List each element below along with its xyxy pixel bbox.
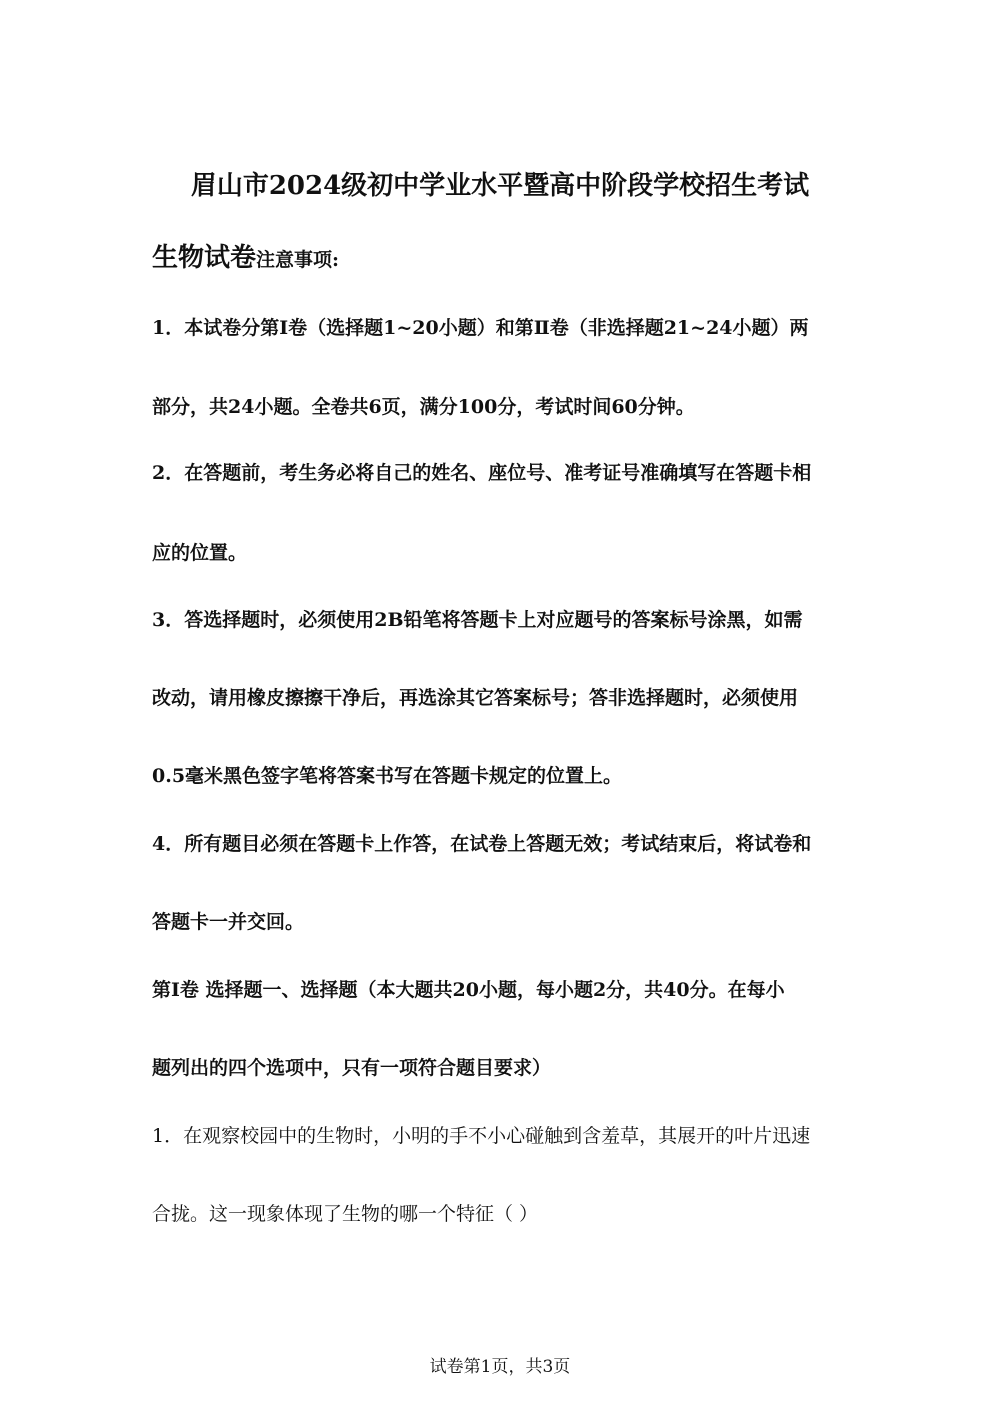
subject-title: 生物试卷 — [152, 243, 257, 273]
note-line: 1．本试卷分第Ⅰ卷（选择题1~20小题）和第Ⅱ卷（非选择题21~24小题）两 — [152, 317, 809, 339]
note-line: 答题卡一并交回。 — [152, 911, 305, 933]
note-line: 改动，请用橡皮擦擦干净后，再选涂其它答案标号；答非选择题时，必须使用 — [152, 687, 799, 709]
note-line: 2．在答题前，考生务必将自己的姓名、座位号、准考证号准确填写在答题卡相 — [152, 462, 812, 484]
question-text-line: 合拢。这一现象体现了生物的哪一个特征（ ） — [152, 1203, 539, 1225]
note-line: 部分，共24小题。全卷共6页，满分100分，考试时间60分钟。 — [152, 396, 695, 418]
note-line: 0.5毫米黑色签字笔将答案书写在答题卡规定的位置上。 — [152, 765, 623, 787]
note-line: 4．所有题目必须在答题卡上作答，在试卷上答题无效；考试结束后，将试卷和 — [152, 833, 812, 855]
note-line: 3．答选择题时，必须使用2B铅笔将答题卡上对应题号的答案标号涂黑，如需 — [152, 609, 803, 631]
question-text-line: 1．在观察校园中的生物时，小明的手不小心碰触到含羞草，其展开的叶片迅速 — [152, 1125, 811, 1147]
exam-title: 眉山市2024级初中学业水平暨高中阶段学校招生考试 — [190, 171, 810, 201]
section-heading-line: 题列出的四个选项中，只有一项符合题目要求） — [152, 1057, 552, 1079]
section-heading-line: 第Ⅰ卷 选择题一、选择题（本大题共20小题，每小题2分，共40分。在每小 — [152, 979, 785, 1001]
subject-and-notice-line — [152, 238, 852, 280]
page-footer: 试卷第1页，共3页 — [429, 1357, 571, 1377]
note-line: 应的位置。 — [152, 542, 248, 564]
notice-heading: 注意事项: — [256, 249, 340, 271]
